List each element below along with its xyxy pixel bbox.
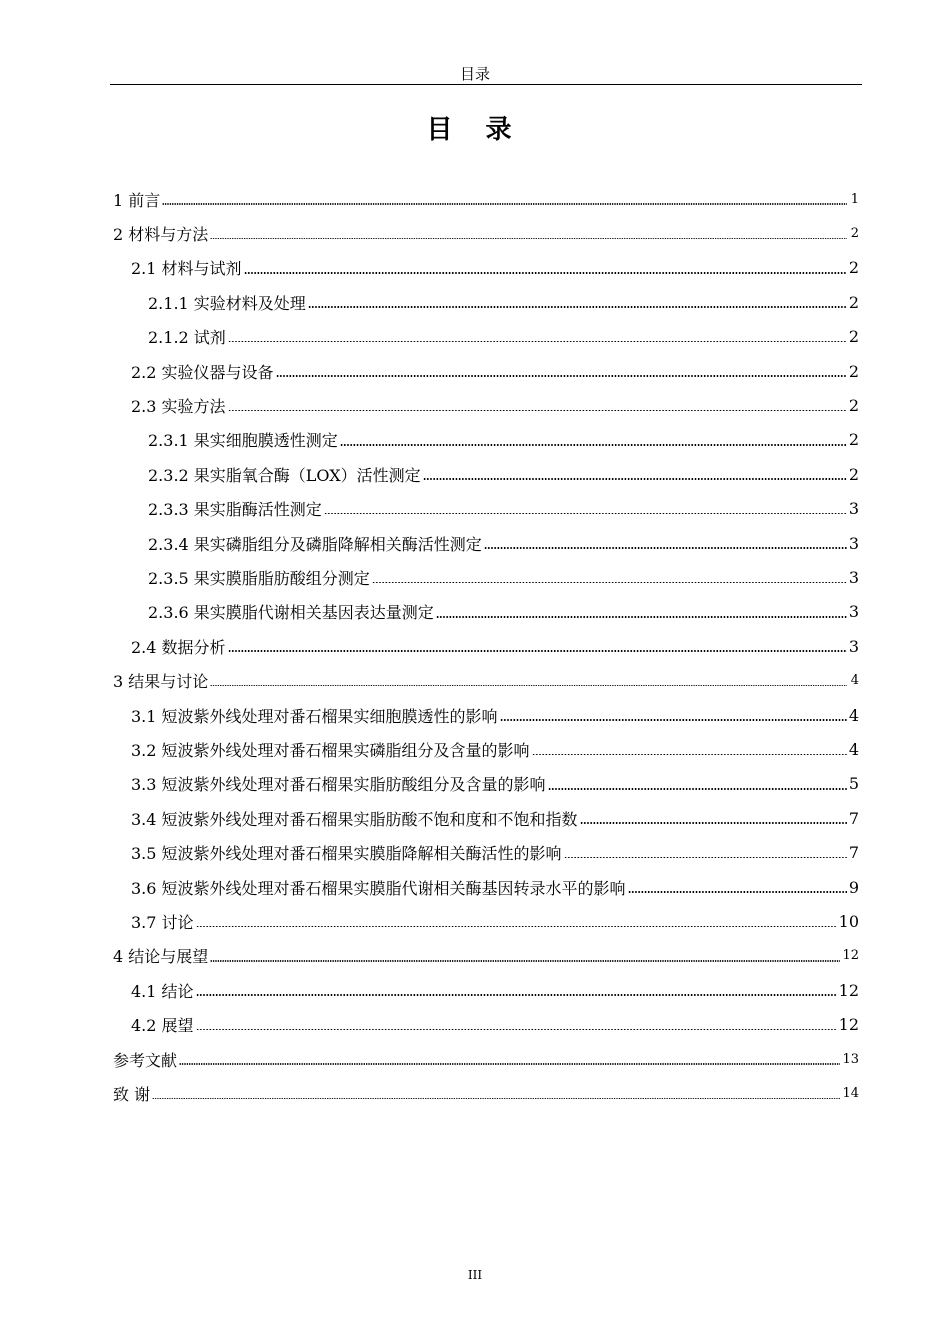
toc-entry-page: 2	[848, 464, 859, 484]
toc-leader-dots	[228, 341, 847, 343]
toc-leader-dots	[196, 926, 837, 928]
toc-entry[interactable]	[131, 836, 859, 870]
toc-entry-label: 3.4 短波紫外线处理对番石榴果实脂肪酸不饱和度和不饱和指数	[131, 809, 578, 829]
toc-leader-dots	[423, 478, 847, 480]
toc-entry-page: 2	[850, 225, 859, 241]
toc-entry-page: 4	[848, 705, 859, 725]
toc-entry[interactable]	[148, 492, 859, 526]
toc-leader-dots	[228, 410, 847, 412]
toc-entry[interactable]	[131, 629, 859, 663]
toc-leader-dots	[210, 685, 847, 687]
toc-leader-dots	[484, 547, 847, 549]
toc-entry[interactable]	[131, 698, 859, 732]
toc-entry[interactable]	[131, 767, 859, 801]
toc-entry-page: 9	[848, 877, 859, 897]
toc-entry-page: 3	[848, 533, 859, 553]
toc-entry-label: 2.3.6 果实膜脂代谢相关基因表达量测定	[148, 603, 434, 623]
running-header: 目录	[459, 65, 490, 83]
toc-entry-page: 5	[848, 774, 859, 794]
toc-entry-label: 3.3 短波紫外线处理对番石榴果实脂肪酸组分及含量的影响	[131, 775, 546, 795]
toc-entry[interactable]	[113, 182, 859, 216]
toc-entry[interactable]	[148, 423, 859, 457]
toc-entry[interactable]	[131, 354, 859, 388]
toc-entry-page: 2	[848, 327, 859, 347]
toc-leader-dots	[179, 1063, 840, 1065]
toc-leader-dots	[244, 272, 847, 274]
toc-entry-page: 12	[838, 1015, 859, 1035]
toc-entry[interactable]	[113, 939, 859, 973]
toc-entry[interactable]	[148, 595, 859, 629]
toc-leader-dots	[196, 994, 837, 996]
toc-entry-label: 3.2 短波紫外线处理对番石榴果实磷脂组分及含量的影响	[131, 740, 530, 760]
toc-entry-page: 2	[848, 430, 859, 450]
toc-entry-label: 3.1 短波紫外线处理对番石榴果实细胞膜透性的影响	[131, 706, 498, 726]
toc-leader-dots	[162, 203, 847, 205]
toc-entry-page: 3	[848, 499, 859, 519]
toc-leader-dots	[210, 960, 840, 962]
toc-title: 目 录	[426, 115, 524, 145]
toc-leader-dots	[372, 582, 847, 584]
footer-page-number: III	[467, 1268, 483, 1282]
toc-leader-dots	[436, 616, 847, 618]
toc-leader-dots	[628, 891, 847, 893]
toc-entry-label: 2.1 材料与试剂	[131, 259, 242, 279]
toc-entry-label: 2.3.3 果实脂酶活性测定	[148, 500, 322, 520]
toc-entry-page: 3	[848, 602, 859, 622]
toc-entry[interactable]	[148, 560, 859, 594]
header-rule	[110, 84, 862, 85]
toc-entry-page: 2	[848, 395, 859, 415]
toc-entry-page: 1	[850, 191, 859, 207]
toc-entry-page: 13	[842, 1051, 859, 1067]
toc-entry[interactable]	[131, 801, 859, 835]
toc-leader-dots	[210, 238, 847, 240]
toc-entry-label: 2.3.2 果实脂氧合酶（LOX）活性测定	[148, 465, 421, 485]
toc-leader-dots	[324, 513, 847, 515]
toc-entry[interactable]	[148, 320, 859, 354]
toc-entry-page: 4	[850, 673, 859, 689]
toc-entry-label: 4 结论与展望	[113, 947, 209, 967]
toc-entry[interactable]	[131, 1008, 859, 1042]
toc-leader-dots	[532, 754, 847, 756]
toc-entry-page: 2	[848, 361, 859, 381]
toc-entry-page: 2	[848, 258, 859, 278]
toc-entry-label: 致 谢	[113, 1084, 151, 1104]
toc-entry[interactable]	[148, 285, 859, 319]
toc-leader-dots	[152, 1098, 840, 1100]
toc-entry-page: 12	[842, 948, 859, 964]
toc-entry-label: 2.2 实验仪器与设备	[131, 362, 274, 382]
toc-entry[interactable]	[148, 457, 859, 491]
toc-leader-dots	[228, 650, 847, 652]
toc-leader-dots	[500, 719, 847, 721]
toc-entry-label: 参考文献	[113, 1050, 178, 1070]
toc-leader-dots	[340, 444, 847, 446]
toc-entry-page: 3	[848, 636, 859, 656]
toc-entry[interactable]	[131, 732, 859, 766]
toc-entry-label: 4.2 展望	[131, 1016, 194, 1036]
toc-entry[interactable]	[131, 870, 859, 904]
toc-entry-label: 4.1 结论	[131, 981, 194, 1001]
toc-entry-label: 2.4 数据分析	[131, 637, 226, 657]
toc-entry-label: 2.3.4 果实磷脂组分及磷脂降解相关酶活性测定	[148, 534, 482, 554]
toc-entry-label: 2.3.1 果实细胞膜透性测定	[148, 431, 338, 451]
toc-entry-label: 2 材料与方法	[113, 224, 209, 244]
toc-entry-label: 2.1.1 实验材料及处理	[148, 293, 306, 313]
toc-leader-dots	[548, 788, 847, 790]
toc-entry-page: 7	[848, 808, 859, 828]
toc-entry[interactable]	[131, 904, 859, 938]
toc-leader-dots	[308, 306, 847, 308]
toc-entry-label: 1 前言	[113, 190, 161, 210]
toc-entry[interactable]	[148, 526, 859, 560]
toc-entry-label: 2.1.2 试剂	[148, 328, 226, 348]
toc-entry[interactable]	[113, 216, 859, 250]
toc-entry-page: 14	[842, 1085, 859, 1101]
toc-entry-label: 3.7 讨论	[131, 912, 194, 932]
toc-entry-label: 3.6 短波紫外线处理对番石榴果实膜脂代谢相关酶基因转录水平的影响	[131, 878, 626, 898]
toc-entry-page: 2	[848, 292, 859, 312]
toc-leader-dots	[276, 375, 847, 377]
toc-entry-page: 10	[838, 911, 859, 931]
toc-leader-dots	[196, 1029, 837, 1031]
toc-entry[interactable]	[113, 1042, 859, 1076]
toc-entry[interactable]	[131, 251, 859, 285]
toc-entry-label: 3 结果与讨论	[113, 672, 209, 692]
toc-entry[interactable]	[131, 973, 859, 1007]
toc-leader-dots	[580, 822, 847, 824]
toc-entry-label: 2.3.5 果实膜脂脂肪酸组分测定	[148, 568, 370, 588]
toc-entry-label: 3.5 短波紫外线处理对番石榴果实膜脂降解相关酶活性的影响	[131, 844, 562, 864]
toc-entry-label: 2.3 实验方法	[131, 396, 226, 416]
toc-entry[interactable]	[113, 1076, 859, 1110]
toc-entry-page: 7	[848, 843, 859, 863]
toc-entry-page: 12	[838, 980, 859, 1000]
toc-entry-page: 4	[848, 739, 859, 759]
toc-entry[interactable]	[113, 664, 859, 698]
toc-entry[interactable]	[131, 388, 859, 422]
toc-entry-page: 3	[848, 567, 859, 587]
toc-leader-dots	[564, 857, 847, 859]
